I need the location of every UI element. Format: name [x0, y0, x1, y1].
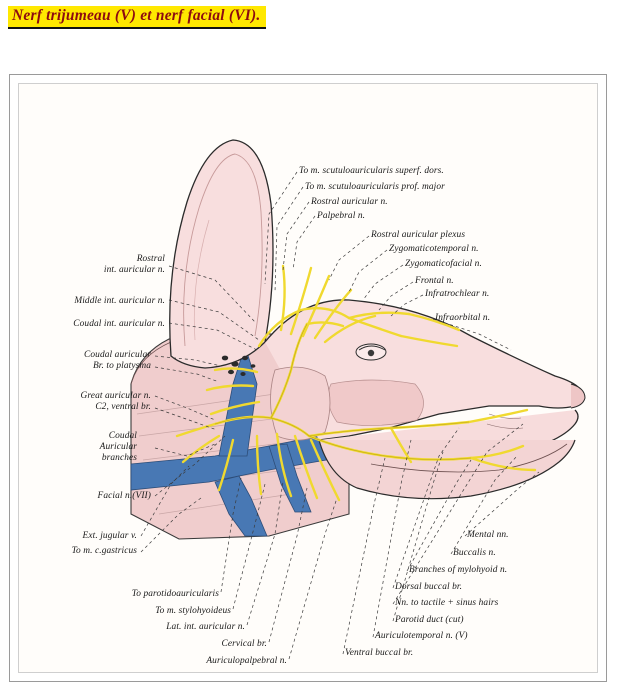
label-to-m-stylohyoideus: To m. stylohyoideus	[155, 606, 231, 616]
label-to-m-digastricus: To m. c.gastricus	[71, 546, 137, 556]
label-facial-n-vii: Facial n.(VII)	[97, 491, 151, 501]
label-caudal-auricular-branches-line1: Coudal	[108, 431, 137, 441]
label-zygomaticotemporal-n: Zygomaticotemporal n.	[389, 244, 479, 254]
label-rostral-auricular-plexus: Rostral auricular plexus	[371, 230, 466, 240]
label-auriculopalpebral-n: Auriculopalpebral n.	[206, 656, 287, 666]
label-ext-jugular-v: Ext. jugular v.	[82, 531, 137, 541]
label-to-m-scutuloauricularis-prof-major: To m. scutuloauricularis prof. major	[305, 182, 445, 192]
label-ventral-buccal-br: Ventral buccal br.	[345, 648, 414, 658]
label-caudal-auricular-branches-line3: branches	[101, 453, 137, 463]
anatomical-illustration	[19, 84, 597, 672]
label-c2-ventral-br: C2, ventral br.	[95, 402, 151, 412]
label-nn-to-tactile-sinus-hairs: Nn. to tactile + sinus hairs	[395, 598, 499, 608]
label-rostral-int-auricular-n-line1: Rostral	[136, 254, 165, 264]
label-palpebral-n: Palpebral n.	[317, 211, 366, 221]
label-to-m-scutuloauricularis-superf-dors: To m. scutuloauricularis superf. dors.	[299, 166, 444, 176]
figure-plate	[9, 74, 607, 682]
label-caudal-auricular-branches-line2: Auricular	[99, 442, 137, 452]
label-caudal-int-auricular-n: Coudal int. auricular n.	[73, 319, 165, 329]
label-br-to-platysma: Br. to platysma	[92, 361, 151, 371]
figure-plate-inner	[18, 83, 598, 673]
label-zygomaticofacial-n: Zygomaticofacial n.	[405, 259, 482, 269]
label-rostral-auricular-n: Rostral auricular n.	[311, 197, 388, 207]
label-rostral-int-auricular-n-line2: int. auricular n.	[103, 265, 165, 275]
label-cervical-br: Cervical br.	[221, 639, 267, 649]
label-to-parotidoauricularis: To parotidoauricularis	[131, 589, 219, 599]
label-auriculotemporal-n-v: Auriculotemporal n. (V)	[375, 631, 468, 641]
label-infratrochlear-n: Infratrochlear n.	[425, 289, 490, 299]
page-title: Nerf trijumeau (V) et nerf facial (VI).	[8, 6, 266, 29]
label-lat-int-auricular-n: Lat. int. auricular n.	[166, 622, 245, 632]
label-branches-of-mylohyoid-n: Branches of mylohyoid n.	[409, 565, 508, 575]
label-great-auricular-n: Great auricular n.	[80, 391, 151, 401]
label-buccalis-n: Buccalis n.	[453, 548, 496, 558]
label-middle-int-auricular-n: Middle int. auricular n.	[74, 296, 165, 306]
ear-pinna	[170, 140, 273, 368]
label-infraorbital-n: Infraorbital n.	[435, 313, 491, 323]
label-frontal-n: Frontal n.	[415, 276, 454, 286]
label-dorsal-buccal-br: Dorsal buccal br.	[395, 582, 463, 592]
label-parotid-duct-cut: Parotid duct (cut)	[395, 615, 464, 625]
label-caudal-auricular: Coudal auricular	[84, 350, 151, 360]
label-mental-nn: Mental nn.	[467, 530, 509, 540]
